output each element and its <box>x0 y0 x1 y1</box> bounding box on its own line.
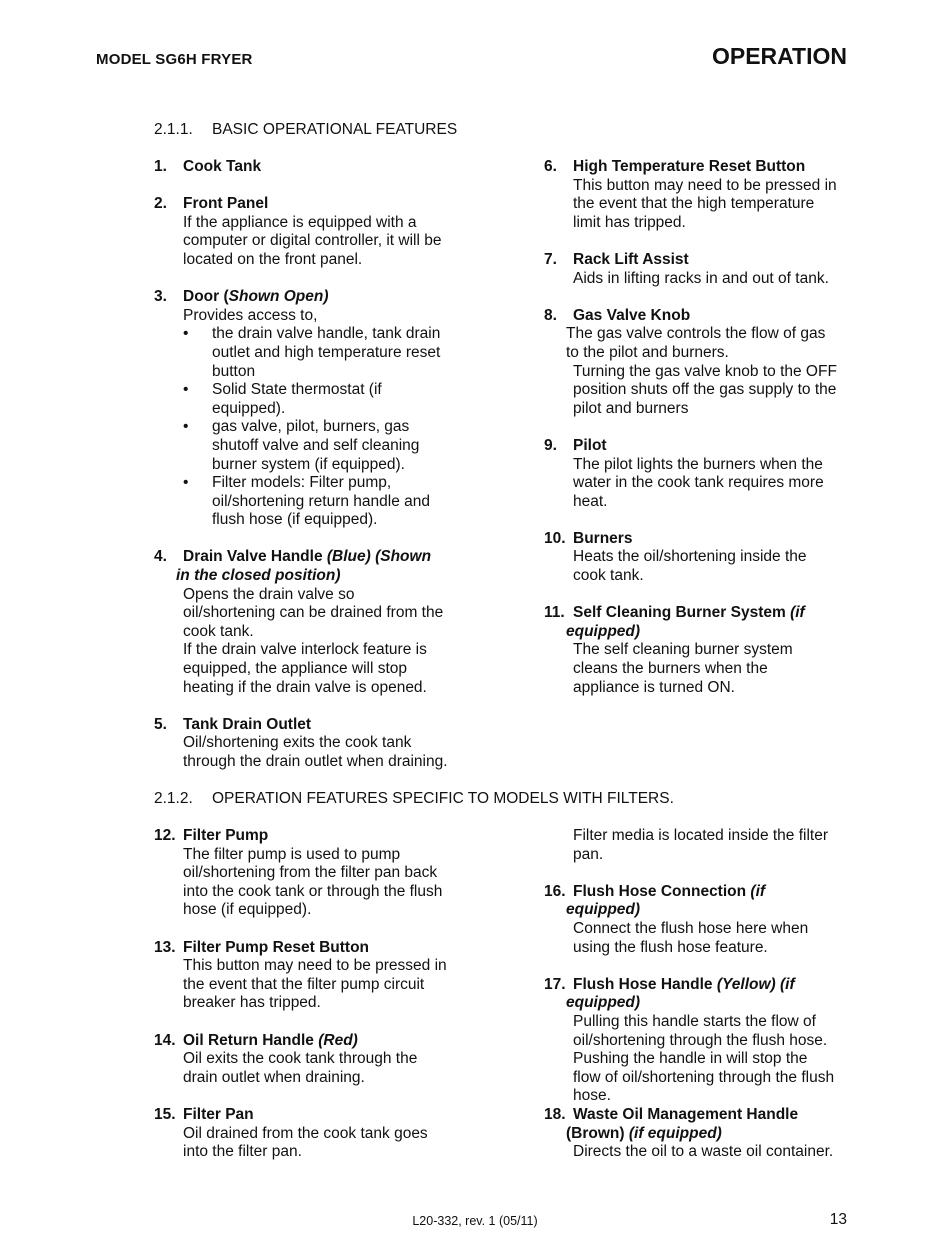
item-title-emphasis: equipped) <box>566 622 641 640</box>
item-text: water in the cook tank requires more <box>573 474 824 492</box>
bullet-item <box>183 418 484 474</box>
item-text: flow of oil/shortening through the flush <box>573 1068 835 1086</box>
item-title: Waste Oil Management Handle <box>573 1105 799 1123</box>
item-text: the event that the high temperature <box>573 195 815 213</box>
right-column-basic <box>544 158 874 716</box>
item-title: Gas Valve Knob <box>573 306 691 324</box>
item-text: If the drain valve interlock feature is <box>183 641 427 659</box>
item-text: through the drain outlet when draining. <box>183 753 448 770</box>
item-title-emphasis: (if <box>750 882 766 900</box>
item-title: Flush Hose Handle <box>573 975 717 993</box>
bullet-text: gas valve, pilot, burners, gas <box>212 418 410 436</box>
item-title-emphasis: (Yellow) (if <box>716 975 795 993</box>
list-item-continued <box>544 827 874 864</box>
list-item <box>544 604 874 697</box>
bullet-text: equipped). <box>212 399 286 417</box>
list-item <box>544 976 874 1106</box>
item-number: 3. <box>154 288 167 306</box>
bullet-item <box>183 474 484 530</box>
item-text: drain outlet when draining. <box>183 1068 365 1086</box>
list-item <box>154 1106 484 1162</box>
header-section: OPERATION <box>711 43 847 69</box>
item-text: pilot and burners <box>573 399 689 417</box>
item-text: computer or digital controller, it will be <box>183 232 442 250</box>
item-title: High Temperature Reset Button <box>573 158 806 175</box>
item-text: into the filter pan. <box>183 1143 302 1161</box>
item-title: Flush Hose Connection <box>573 882 751 900</box>
item-text: The gas valve controls the flow of gas <box>566 325 826 343</box>
item-text: heating if the drain valve is opened. <box>183 678 427 696</box>
item-text: Directs the oil to a waste oil container. <box>573 1143 834 1161</box>
item-text: This button may need to be pressed in <box>573 176 837 194</box>
item-text: heat. <box>573 492 608 510</box>
bullet-icon: • <box>183 418 189 436</box>
item-text: cleans the burners when the <box>573 660 768 678</box>
bullet-text: Solid State thermostat (if <box>212 381 382 399</box>
right-column-filters <box>544 827 874 1180</box>
item-text: appliance is turned ON. <box>573 678 735 696</box>
list-item <box>154 548 484 697</box>
item-number: 2. <box>154 195 167 213</box>
list-item <box>154 827 484 920</box>
item-text: The filter pump is used to pump <box>183 845 401 863</box>
item-title-emphasis: (if equipped) <box>628 1124 722 1142</box>
item-number: 12. <box>154 827 176 844</box>
list-item <box>544 307 874 419</box>
item-text: Pushing the handle in will stop the <box>573 1050 808 1068</box>
item-title: Filter Pump <box>183 827 269 844</box>
item-title: Filter Pump Reset Button <box>183 938 370 956</box>
item-title: Pilot <box>573 436 607 454</box>
item-title: (Brown) <box>566 1124 629 1142</box>
section-number: 2.1.1. <box>154 121 193 138</box>
item-text: equipped, the appliance will stop <box>183 660 408 678</box>
item-number: 18. <box>544 1105 566 1123</box>
item-text: hose. <box>573 1087 611 1105</box>
item-text: hose (if equipped). <box>183 901 312 919</box>
item-text: limit has tripped. <box>573 213 686 231</box>
bullet-text: oil/shortening return handle and <box>212 492 431 510</box>
list-item <box>154 939 484 1013</box>
bullet-item <box>183 381 484 418</box>
left-column-filters <box>154 827 484 1180</box>
item-title: Burners <box>573 529 633 547</box>
list-item <box>544 158 874 232</box>
item-title: Filter Pan <box>183 1105 254 1123</box>
item-number: 9. <box>544 436 557 454</box>
list-item <box>154 288 484 530</box>
item-number: 16. <box>544 882 566 900</box>
item-number: 14. <box>154 1031 176 1049</box>
item-text: Provides access to, <box>183 306 318 324</box>
bullet-text: the drain valve handle, tank drain <box>212 325 441 343</box>
item-title-emphasis: (Blue) (Shown <box>326 548 432 566</box>
bullet-text: outlet and high temperature reset <box>212 343 441 361</box>
section-number: 2.1.2. <box>154 790 193 807</box>
list-item <box>154 158 484 177</box>
item-text: If the appliance is equipped with a <box>183 213 417 231</box>
list-item <box>544 437 874 511</box>
list-item <box>544 251 874 288</box>
item-text: to the pilot and burners. <box>566 343 729 361</box>
item-text: using the flush hose feature. <box>573 938 768 956</box>
item-text: The self cleaning burner system <box>573 641 793 659</box>
item-text: This button may need to be pressed in <box>183 957 447 975</box>
item-text: Pulling this handle starts the flow of <box>573 1012 816 1030</box>
bullet-text: shutoff valve and self cleaning <box>212 436 420 454</box>
item-text: Opens the drain valve so <box>183 585 355 603</box>
item-text: Aids in lifting racks in and out of tank. <box>573 269 829 287</box>
bullet-text: Filter models: Filter pump, <box>212 474 392 492</box>
bullet-icon: • <box>183 381 189 399</box>
item-text: pan. <box>573 845 604 863</box>
item-title: Front Panel <box>183 195 269 213</box>
section-title: BASIC OPERATIONAL FEATURES <box>212 121 458 138</box>
item-number: 6. <box>544 158 557 175</box>
item-title: Cook Tank <box>183 158 262 175</box>
bullet-icon: • <box>183 474 189 492</box>
item-number: 5. <box>154 715 167 733</box>
item-text: cook tank. <box>573 567 644 585</box>
item-text: Oil/shortening exits the cook tank <box>183 734 412 752</box>
item-text: Oil drained from the cook tank goes <box>183 1124 428 1142</box>
item-text: Turning the gas valve knob to the OFF <box>573 362 837 380</box>
item-number: 13. <box>154 938 176 956</box>
header-model: MODEL SG6H FRYER <box>96 51 253 68</box>
item-text: The pilot lights the burners when the <box>573 455 823 473</box>
bullet-list <box>154 325 484 530</box>
item-text: Filter media is located inside the filter <box>573 827 829 844</box>
page-number: 13 <box>829 1211 847 1228</box>
item-title: Door ( <box>183 288 229 306</box>
bullet-icon: • <box>183 325 189 343</box>
list-item <box>544 530 874 586</box>
item-text: oil/shortening can be drained from the <box>183 604 444 622</box>
item-title: Self Cleaning Burner System <box>573 604 791 622</box>
item-text: cook tank. <box>183 622 254 640</box>
footer-doc-id: L20-332, rev. 1 (05/11) <box>412 1214 538 1228</box>
section-heading-filters <box>154 790 674 808</box>
item-title: Oil Return Handle <box>183 1031 319 1049</box>
item-text: into the cook tank or through the flush <box>183 882 443 900</box>
item-title-emphasis: Shown Open) <box>228 288 329 306</box>
item-text: Heats the oil/shortening inside the <box>573 548 807 566</box>
item-number: 8. <box>544 306 557 324</box>
bullet-text: button <box>212 362 256 380</box>
item-number: 4. <box>154 548 167 566</box>
item-title: Drain Valve Handle <box>183 548 327 566</box>
section-heading-basic <box>154 121 457 139</box>
item-text: oil/shortening from the filter pan back <box>183 864 438 882</box>
item-text: Oil exits the cook tank through the <box>183 1050 418 1068</box>
item-title: Rack Lift Assist <box>573 250 689 268</box>
item-number: 10. <box>544 529 566 547</box>
item-text: position shuts off the gas supply to the <box>573 381 837 399</box>
item-title-emphasis: (if <box>790 604 805 622</box>
item-title-emphasis: (Red) <box>318 1031 358 1049</box>
item-text: located on the front panel. <box>183 250 363 268</box>
list-item <box>154 1032 484 1088</box>
item-number: 17. <box>544 975 566 993</box>
list-item <box>544 883 874 957</box>
item-title-emphasis: equipped) <box>566 901 641 919</box>
item-number: 15. <box>154 1105 176 1123</box>
list-item <box>154 195 484 269</box>
item-text: the event that the filter pump circuit <box>183 975 425 993</box>
item-text: Connect the flush hose here when <box>573 919 809 937</box>
item-title: Tank Drain Outlet <box>183 715 312 733</box>
bullet-text: flush hose (if equipped). <box>212 511 378 529</box>
left-column-basic <box>154 158 484 790</box>
item-number: 7. <box>544 250 557 268</box>
item-text: breaker has tripped. <box>183 994 321 1012</box>
section-title: OPERATION FEATURES SPECIFIC TO MODELS WITH FILTERS. <box>212 790 674 807</box>
item-text: oil/shortening through the flush hose. <box>573 1031 828 1049</box>
bullet-item <box>183 325 484 381</box>
item-number: 11. <box>544 604 565 622</box>
list-item <box>544 1106 874 1162</box>
bullet-text: burner system (if equipped). <box>212 455 405 473</box>
item-number: 1. <box>154 158 167 175</box>
item-title-emphasis: equipped) <box>566 994 641 1012</box>
item-title-emphasis: in the closed position) <box>176 567 341 585</box>
list-item <box>154 716 484 772</box>
